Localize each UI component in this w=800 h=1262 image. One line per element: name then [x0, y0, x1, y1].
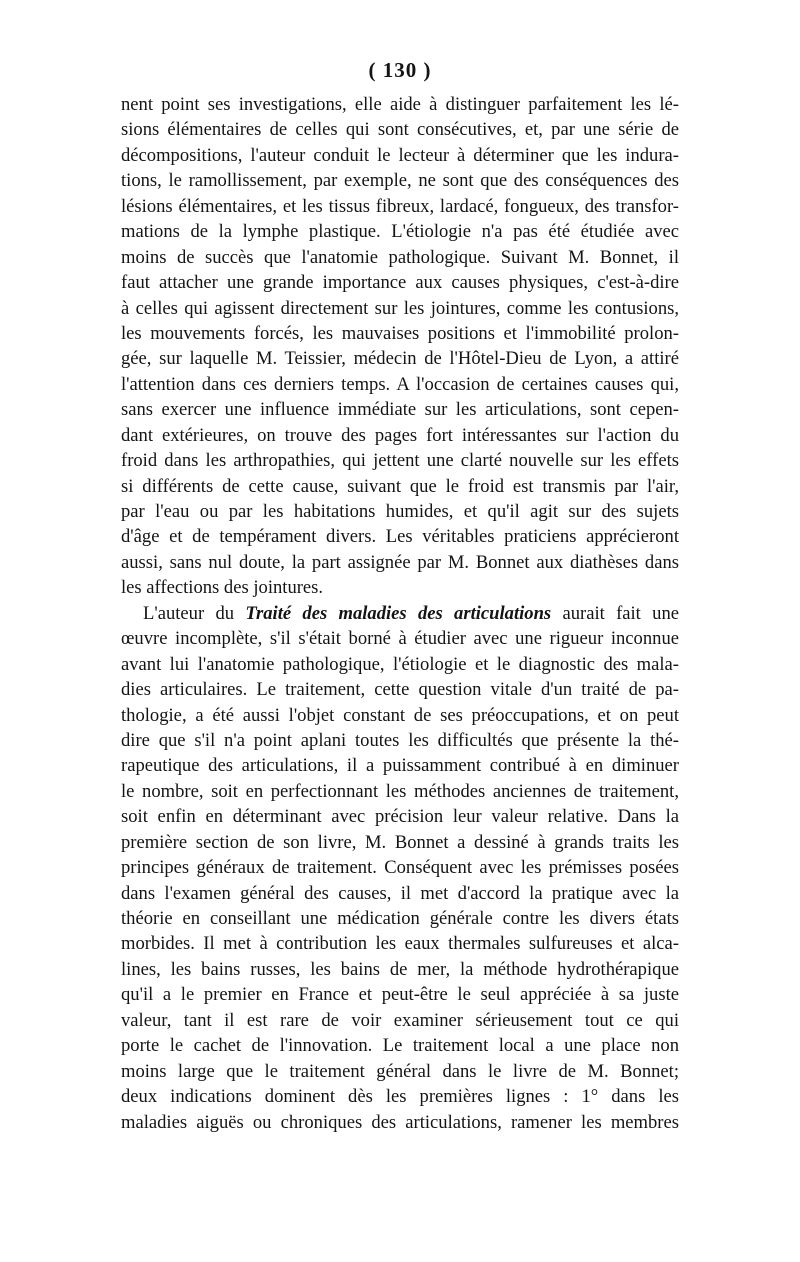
- text-line: nent point ses investigations, elle aide à distinguer parfaitement les lé-: [121, 94, 679, 115]
- text-line: le nombre, soit en perfectionnant les méthodes anciennes de traitement,: [121, 780, 679, 802]
- body-text: [121, 92, 679, 1135]
- text-line: froid dans les arthropathies, qui jettent une clarté nouvelle sur les effets: [121, 450, 679, 472]
- text-fragment: L'auteur du: [143, 602, 246, 624]
- text-fragment: aurait fait une: [551, 602, 679, 624]
- text-line: maladies aiguës ou chroniques des articulations, ramener les membres: [121, 1111, 679, 1133]
- text-line: sions élémentaires de celles qui sont consécutives, et, par une série de: [121, 119, 679, 141]
- text-line: moins large que le traitement général dans le livre de M. Bonnet;: [121, 1060, 679, 1082]
- text-line: avant lui l'anatomie pathologique, l'étiologie et le diagnostic des mala-: [121, 653, 679, 675]
- text-line: sans exercer une influence immédiate sur les articulations, sont cepen-: [121, 399, 679, 421]
- text-line-with-title: [121, 601, 679, 626]
- text-line: d'âge et de tempérament divers. Les véritables praticiens apprécieront: [121, 526, 679, 548]
- text-line: gée, sur laquelle M. Teissier, médecin de l'Hôtel-Dieu de Lyon, a attiré: [121, 348, 679, 370]
- paragraph-2: [121, 601, 679, 1135]
- page-number: ( 130 ): [368, 58, 432, 82]
- paragraph-1: [121, 92, 679, 601]
- text-line: dies articulaires. Le traitement, cette question vitale d'un traité de pa-: [121, 679, 679, 701]
- text-line: dire que s'il n'a point aplani toutes les difficultés que présente la thé-: [121, 729, 679, 751]
- text-line: valeur, tant il est rare de voir examiner sérieusement tout ce qui: [121, 1009, 679, 1031]
- text-line: lésions élémentaires, et les tissus fibreux, lardacé, fongueux, des transfor-: [121, 195, 679, 217]
- text-line: lines, les bains russes, les bains de mer, la méthode hydrothérapique: [121, 958, 679, 980]
- text-line: rapeutique des articulations, il a puissamment contribué à en diminuer: [121, 755, 679, 777]
- text-line: théorie en conseillant une médication générale contre les divers états: [121, 908, 679, 929]
- book-title: Traité des maladies des articulations: [245, 602, 552, 624]
- text-line: porte le cachet de l'innovation. Le traitement local a une place non: [121, 1035, 679, 1057]
- text-line: thologie, a été aussi l'objet constant de ses préoccupations, et on peut: [121, 704, 679, 726]
- text-line: mations de la lymphe plastique. L'étiologie n'a pas été étudiée avec: [121, 221, 679, 243]
- text-line: par l'eau ou par les habitations humides, et qu'il agit sur des sujets: [121, 501, 679, 522]
- text-line: les affections des jointures.: [121, 577, 324, 599]
- text-line: dant extérieures, on trouve des pages fort intéressantes sur l'action du: [121, 424, 679, 446]
- text-line: œuvre incomplète, s'il s'était borné à étudier avec une rigueur inconnue: [121, 628, 679, 650]
- text-line: principes généraux de traitement. Conséquent avec les prémisses posées: [121, 857, 679, 879]
- text-line: décompositions, l'auteur conduit le lecteur à déterminer que les indura-: [121, 144, 679, 166]
- text-line: moins de succès que l'anatomie pathologique. Suivant M. Bonnet, il: [121, 246, 679, 268]
- text-line: qu'il a le premier en France et peut-être le seul appréciée à sa juste: [121, 984, 679, 1006]
- text-line: l'attention dans ces derniers temps. A l'occasion de certaines causes qui,: [121, 373, 679, 395]
- text-line: faut attacher une grande importance aux causes physiques, c'est-à-dire: [121, 272, 679, 294]
- text-line: dans l'examen général des causes, il met d'accord la pratique avec la: [121, 882, 679, 904]
- text-line: à celles qui agissent directement sur les jointures, comme les contusions,: [121, 297, 679, 319]
- text-line: tions, le ramollissement, par exemple, ne sont que des conséquences des: [121, 170, 679, 192]
- text-line: morbides. Il met à contribution les eaux thermales sulfureuses et alca-: [121, 933, 679, 955]
- text-line: les mouvements forcés, les mauvaises positions et l'immobilité prolon-: [121, 322, 679, 344]
- text-line: première section de son livre, M. Bonnet a dessiné à grands traits les: [121, 831, 679, 853]
- text-line: aussi, sans nul doute, la part assignée par M. Bonnet aux diathèses dans: [121, 551, 679, 573]
- text-line: soit enfin en déterminant avec précision leur valeur relative. Dans la: [121, 806, 679, 828]
- text-line: si différents de cette cause, suivant que le froid est transmis par l'air,: [121, 475, 679, 497]
- text-line: deux indications dominent dès les premières lignes : 1° dans les: [121, 1086, 679, 1108]
